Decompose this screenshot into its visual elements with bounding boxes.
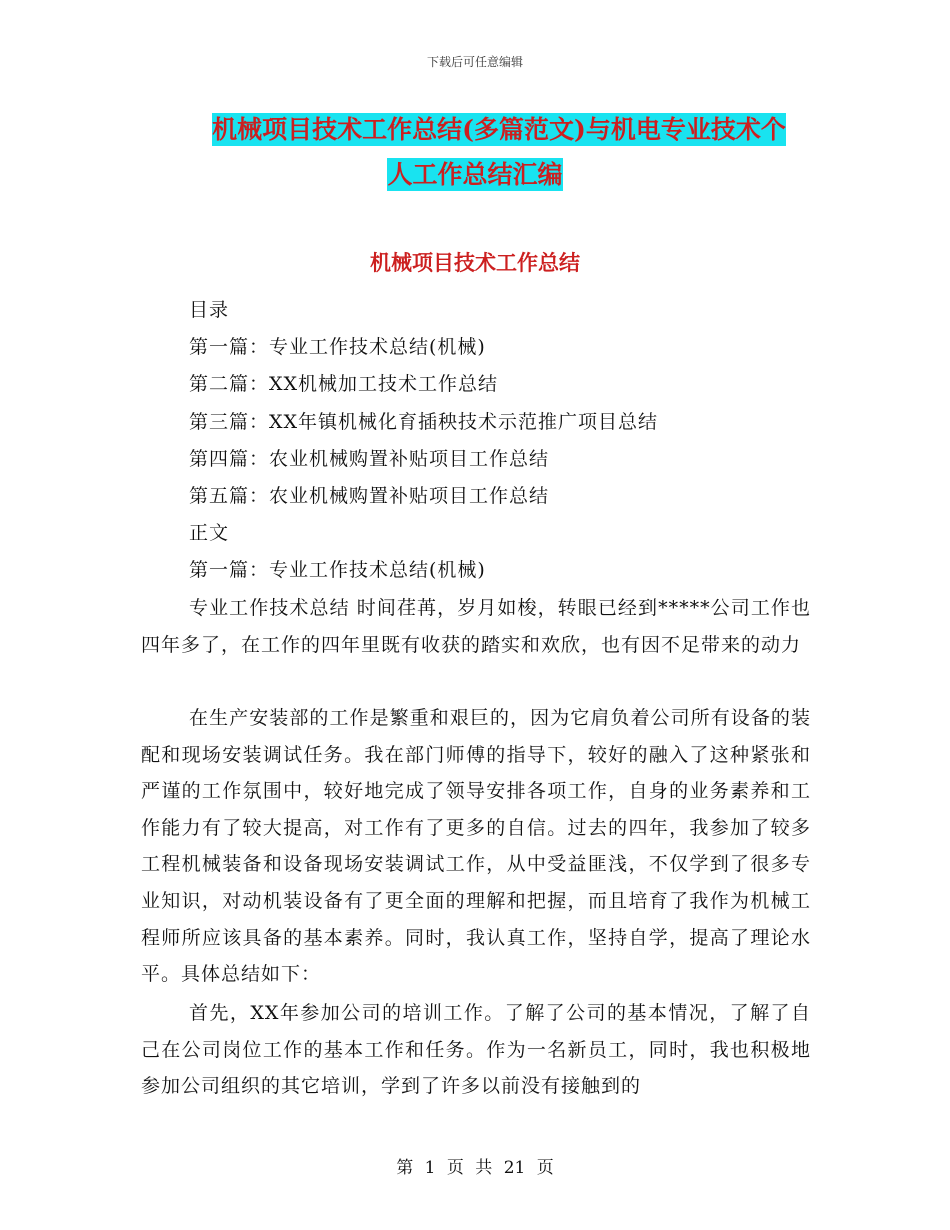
header-note: 下载后可任意编辑 (426, 55, 523, 69)
document-title-text-1: 机械项目技术工作总结(多篇范文)与机电专业技术个 (212, 115, 786, 144)
toc-item: 第二篇：XX机械加工技术工作总结 (189, 373, 499, 396)
document-title-line-1 (24, 110, 950, 150)
toc-item: 第三篇：XX年镇机械化育插秧技术示范推广项目总结 (189, 410, 659, 433)
body-paragraph: 专业工作技术总结 时间荏苒，岁月如梭，转眼已经到*****公司工作也四年多了，在工作的四年里既有收获的踏实和欢欣，也有因不足带来的动力 (141, 597, 811, 656)
toc-item: 第五篇：农业机械购置补贴项目工作总结 (189, 485, 550, 508)
chapter-heading: 第一篇：专业工作技术总结(机械) (189, 559, 486, 582)
document-title-line-2 (0, 155, 950, 195)
body-heading: 正文 (189, 522, 230, 545)
body-paragraph-block (141, 995, 811, 1105)
toc-heading: 目录 (189, 299, 230, 321)
body-paragraph-block (141, 700, 811, 993)
toc-item: 第四篇：农业机械购置补贴项目工作总结 (189, 447, 550, 470)
body-paragraph: 首先，XX年参加公司的培训工作。了解了公司的基本情况，了解了自己在公司岗位工作的基本工作和任务。作为一名新员工，同时，我也积极地参加公司组织的其它培训，学到了许多以前没有接触到的 (141, 1002, 811, 1098)
section-title: 机械项目技术工作总结 (370, 250, 580, 275)
toc-item: 第一篇：专业工作技术总结(机械) (189, 336, 486, 359)
body-paragraph-block (141, 590, 811, 663)
document-title-text-2: 人工作总结汇编 (387, 160, 563, 189)
body-paragraph: 在生产安装部的工作是繁重和艰巨的，因为它肩负着公司所有设备的装配和现场安装调试任务。我在部门师傅的指导下，较好的融入了这种紧张和严谨的工作氛围中，较好地完成了领导安排各项工作，自身的业务素养和工作能力有了较大提高，对工作有了更多的自信。过去的四年，我参加了较多工程机械装备和设备现场安装调试工作，从中受益匪浅，不仅学到了很多专业知识，对动机装设备有了更全面的理解和把握，而且培育了我作为机械工程师所应该具备的基本素养。同时，我认真工作，坚持自学，提高了理论水平。具体总结如下： (141, 707, 811, 986)
table-of-contents (189, 292, 658, 590)
page-footer: 第 1 页 共 21 页 (396, 1158, 554, 1178)
